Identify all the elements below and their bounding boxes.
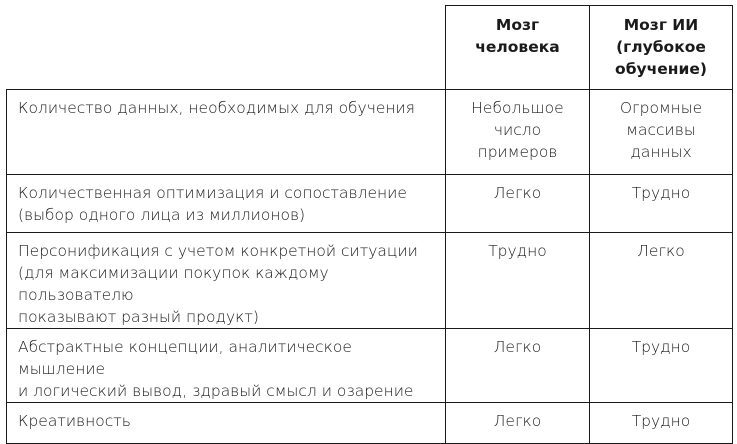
value-text: Трудно [631,412,691,430]
value-text: Легко [637,242,685,260]
value-text: Легко [493,412,542,430]
feature-cell [7,90,446,175]
feature-cell [7,233,446,329]
empty-corner-cell [7,6,446,90]
header-ai-brain [590,6,733,90]
feature-text: (выбор одного лица из миллионов) [18,206,306,224]
feature-text: Количественная оптимизация и сопоставление [18,184,407,202]
header-text-line: Мозг [495,16,540,34]
table-row [7,233,733,329]
table-row [7,329,733,403]
ai-value-cell [590,329,733,403]
value-text: Легко [493,338,542,356]
value-text: Легко [493,184,542,202]
feature-text: Абстрактные концепции, аналитическое мышление [18,338,352,378]
value-text: примеров [477,143,558,161]
feature-text: и логический вывод, здравый смысл и озарение [18,382,414,400]
human-value-cell [446,175,590,233]
value-text: Трудно [488,242,547,260]
header-text-line: (глубокое [616,38,706,56]
table-row [7,175,733,233]
ai-value-cell [590,175,733,233]
header-text-line: Мозг ИИ [623,16,699,34]
ai-value-cell [590,403,733,444]
feature-text: Персонификация с учетом конкретной ситуации [18,242,418,260]
feature-text: показывают разный продукт) [18,308,259,326]
header-row [7,6,733,90]
value-text: данных [630,143,692,161]
human-value-cell [446,90,590,175]
value-text: массивы [626,121,696,139]
value-text: Небольшое [471,99,564,117]
feature-cell [7,403,446,444]
feature-text: (для максимизации покупок каждому пользователю [18,264,329,304]
header-human-brain [446,6,590,90]
table-row [7,90,733,175]
feature-cell [7,175,446,233]
ai-value-cell [590,90,733,175]
feature-text: Количество данных, необходимых для обучения [18,99,415,117]
value-text: Огромные [619,99,703,117]
feature-text: Креативность [18,412,131,430]
value-text: Трудно [631,184,691,202]
human-value-cell [446,233,590,329]
feature-cell [7,329,446,403]
header-text-line: обучение) [615,60,707,78]
human-value-cell [446,403,590,444]
comparison-table [6,5,733,444]
table-row [7,403,733,444]
human-value-cell [446,329,590,403]
value-text: число [493,121,542,139]
ai-value-cell [590,233,733,329]
header-text-line: человека [475,38,560,56]
value-text: Трудно [631,338,691,356]
